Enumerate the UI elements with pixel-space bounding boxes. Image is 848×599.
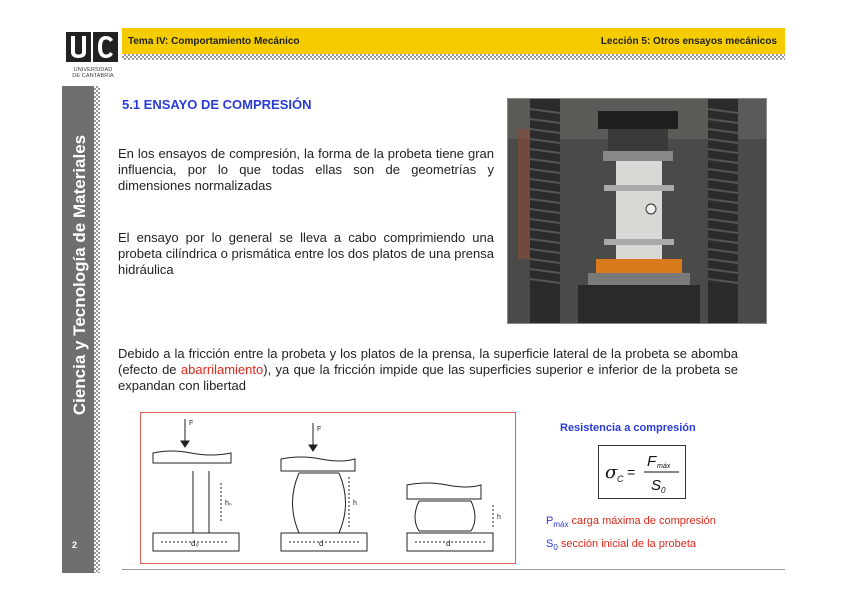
lesson-title: Lección 5: Otros ensayos mecánicos — [600, 36, 777, 47]
pmax-legend — [546, 515, 716, 529]
barreling-diagram — [140, 412, 516, 564]
paragraph-test-procedure: El ensayo por lo general se lleva a cabo comprimiendo una probeta cilíndrica o prismática entre los dos platos de una prensa hidráulica — [118, 230, 494, 277]
compressive-strength-formula — [598, 445, 686, 499]
barreling-term: abarrilamiento — [180, 362, 264, 377]
pmax-subscript: máx — [553, 520, 569, 530]
compression-press-photo — [507, 98, 767, 324]
d-label-1: d — [319, 539, 324, 548]
h-label-1: h — [353, 500, 357, 507]
s0-symbol: S — [546, 538, 554, 550]
denominator-subscript: 0 — [661, 486, 666, 495]
section-title: 5.1 ENSAYO DE COMPRESIÓN — [122, 97, 312, 112]
numerator-subscript: máx — [657, 463, 671, 470]
force-label-2: F — [317, 426, 322, 433]
page-number: 2 — [72, 540, 78, 550]
sigma-symbol: σ — [605, 462, 618, 483]
friction-text-end: ), ya que la fricción impide que las superficies superior e inferior de la probeta se expandan con libertad — [118, 362, 738, 393]
pmax-description: carga máxima de compresión — [571, 515, 716, 527]
formula-svg — [599, 446, 685, 498]
equals-sign: = — [627, 464, 636, 480]
resistance-title: Resistencia a compresión — [560, 422, 696, 434]
friction-text-start: Debido a la fricción entre la probeta y los platos de la prensa, la superficie lateral de la probeta se abomba (efecto de — [118, 346, 738, 377]
paragraph-friction — [118, 346, 738, 394]
specimen-diagram-icon — [141, 413, 515, 563]
h0-label: h₀ — [225, 500, 232, 507]
bottom-divider — [122, 569, 785, 570]
h-label-2: h — [497, 514, 501, 521]
uc-logo-icon — [64, 30, 120, 64]
d0-label: d₀ — [191, 539, 199, 548]
university-name — [62, 67, 124, 79]
sigma-subscript: C — [617, 474, 624, 484]
university-name-line1: UNIVERSIDAD — [73, 67, 113, 73]
s0-legend — [546, 538, 696, 552]
sidebar-band — [62, 28, 94, 573]
header-checker-border — [122, 54, 785, 60]
pmax-symbol: P — [546, 515, 554, 527]
d-label-2: d — [446, 539, 451, 548]
topic-title: Tema IV: Comportamiento Mecánico — [128, 36, 300, 47]
s0-subscript: 0 — [553, 543, 558, 553]
force-label-1: F — [189, 420, 194, 427]
paragraph-shape-influence: En los ensayos de compresión, la forma de la probeta tiene gran influencia, por lo que todas ellas son de geometrías y dimensiones normalizadas — [118, 146, 494, 193]
university-name-line2: DE CANTABRIA — [72, 73, 114, 79]
slide — [62, 28, 785, 573]
university-logo — [62, 28, 122, 86]
sidebar-title: Ciencia y Tecnología de Materiales — [70, 134, 89, 416]
press-image-icon — [508, 99, 766, 323]
numerator-f: F — [647, 453, 657, 470]
header-bar — [122, 28, 785, 54]
s0-description: sección inicial de la probeta — [560, 538, 696, 550]
denominator-s: S — [651, 477, 662, 494]
sidebar-checker-border — [94, 86, 100, 573]
